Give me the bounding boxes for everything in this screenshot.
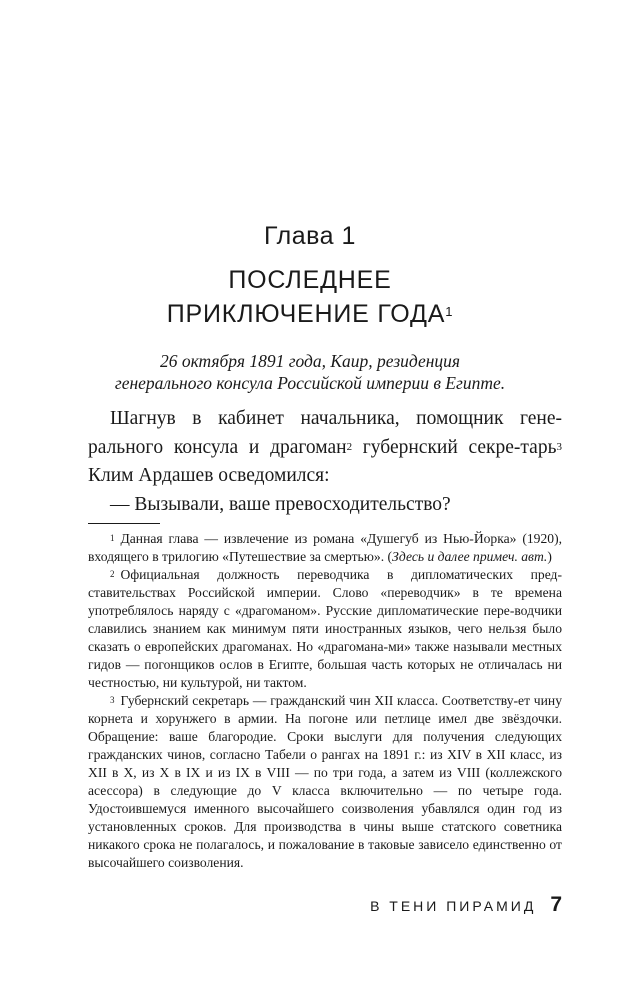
body-paragraph-1 — [88, 405, 562, 491]
footnote-2 — [88, 566, 562, 692]
chapter-title-line-1: ПОСЛЕДНЕЕ — [228, 266, 392, 294]
footnotes — [88, 530, 562, 872]
body-paragraph-1-part-1: Шагнув в кабинет начальника, помощник гене-ральногo консула и драгоман — [88, 408, 562, 458]
footnote-number: 1 — [110, 533, 115, 543]
chapter-title — [0, 263, 620, 331]
chapter-title-line-2 — [0, 297, 620, 331]
footnote-number: 2 — [110, 569, 115, 579]
body-text — [88, 405, 562, 519]
footnote-3 — [88, 692, 562, 872]
footnote-separator — [88, 523, 160, 524]
chapter-title-line-2-text: ПРИКЛЮЧЕНИЕ ГОДА — [166, 300, 446, 328]
body-paragraph-2: — Вызывали, ваше превосходительство? — [110, 493, 451, 515]
footnote-ref-3[interactable]: 3 — [556, 440, 562, 453]
body-paragraph-1-part-3: Клим Ардашев осведомился: — [88, 465, 330, 486]
footnote-text: Данная глава — извлечение из романа «Душегуб из Нью-Йорка» (1920), входящего в трилогию «Путешествие за смертью». ( — [88, 531, 562, 564]
footnote-italic-note: Здесь и далее примеч. авт. — [392, 549, 548, 564]
body-paragraph-1-part-2: губернский секре-тарь — [352, 436, 557, 458]
footnote-number: 3 — [110, 695, 115, 705]
chapter-label: Глава 1 — [264, 222, 356, 250]
footnote-text-tail: ) — [547, 549, 552, 564]
footnote-text: Официальная должность переводчика в дипломатических пред-ставительствах Российской империи. Слово «переводчик» в те времена употреблялось наряду с «драгоманом». Русские дипломатические пере-водчики славились знанием как минимум пяти иностранных языков, чего нельзя было сказать о европейских драгоманах. Но «драгомана-ми» также называли местных гидов — погонщиков ослов в Египте, большая часть которых не отличалась ни честностью, ни культурой, ни тактом. — [88, 567, 562, 690]
running-title: В ТЕНИ ПИРАМИД — [370, 898, 537, 914]
running-footer — [370, 893, 562, 917]
footnote-ref-1[interactable]: 1 — [445, 304, 454, 319]
epigraph-line-2: генерального консула Российской империи в Египте. — [114, 373, 506, 393]
footnote-text: Губернский секретарь — гражданский чин XII класса. Соответству-ет чину корнета и хорунжего в армии. На погоне или петлице имел две звёздочки. Обращение: ваше благородие. Сроки выслуги для получения следующих гражданских чинов, согласно Табели о рангах на 1891 г.: из XIV в XII класс, из XII в X, из X в IX и из IX в VIII — по три года, а затем из VIII (коллежского асессора) в следующие до V класса включительно — по четыре года. Удостоившемуся именного высочайшего соизволения убавлялся один год из установленных сроков. Для производства в чины выше статского советника никакого срока не полагалось, и пожалование в таковые зависело единственно от высочайшего соизволения. — [88, 693, 562, 870]
page-number: 7 — [550, 893, 562, 916]
epigraph-line-1: 26 октября 1891 года, Каир, резиденция — [159, 351, 461, 371]
footnote-ref-2[interactable]: 2 — [346, 440, 353, 453]
footnote-1 — [88, 530, 562, 566]
epigraph — [0, 350, 620, 394]
